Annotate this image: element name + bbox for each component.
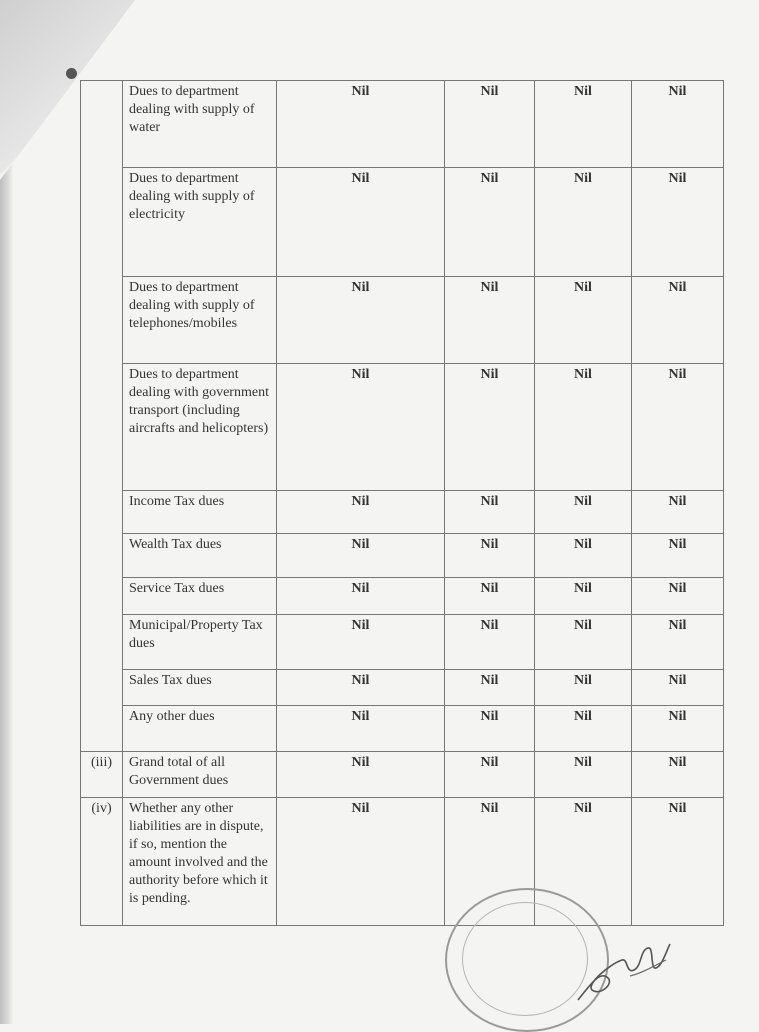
value-cell: Nil <box>632 798 724 926</box>
value-cell: Nil <box>277 364 445 491</box>
value-cell: Nil <box>445 277 535 364</box>
value-cell: Nil <box>632 81 724 168</box>
table-row <box>81 615 724 670</box>
value-cell: Nil <box>535 615 632 670</box>
handwritten-signature-icon <box>570 930 680 1010</box>
row-index <box>81 81 123 752</box>
value-cell: Nil <box>632 168 724 277</box>
value-cell: Nil <box>535 752 632 798</box>
staple-pin-icon <box>66 68 77 79</box>
row-description: Dues to department dealing with supply of electricity <box>123 168 277 277</box>
row-description: Any other dues <box>123 706 277 752</box>
row-description: Grand total of all Government dues <box>123 752 277 798</box>
value-cell: Nil <box>445 81 535 168</box>
value-cell: Nil <box>277 491 445 534</box>
value-cell: Nil <box>535 491 632 534</box>
value-cell: Nil <box>535 670 632 706</box>
table-row <box>81 491 724 534</box>
value-cell: Nil <box>277 534 445 578</box>
value-cell: Nil <box>535 364 632 491</box>
table-row <box>81 670 724 706</box>
value-cell: Nil <box>445 670 535 706</box>
row-description: Municipal/Property Tax dues <box>123 615 277 670</box>
value-cell: Nil <box>445 168 535 277</box>
table-row <box>81 752 724 798</box>
value-cell: Nil <box>445 752 535 798</box>
value-cell: Nil <box>445 491 535 534</box>
value-cell: Nil <box>277 798 445 926</box>
row-description: Dues to department dealing with government transport (including aircrafts and helicopters) <box>123 364 277 491</box>
row-description: Wealth Tax dues <box>123 534 277 578</box>
value-cell: Nil <box>535 168 632 277</box>
value-cell: Nil <box>632 578 724 615</box>
value-cell: Nil <box>277 277 445 364</box>
value-cell: Nil <box>445 615 535 670</box>
table-row <box>81 277 724 364</box>
value-cell: Nil <box>632 706 724 752</box>
government-dues-table <box>80 80 724 926</box>
value-cell: Nil <box>632 670 724 706</box>
value-cell: Nil <box>445 706 535 752</box>
row-description: Income Tax dues <box>123 491 277 534</box>
value-cell: Nil <box>277 81 445 168</box>
value-cell: Nil <box>632 752 724 798</box>
table-row <box>81 364 724 491</box>
row-description: Sales Tax dues <box>123 670 277 706</box>
row-description: Service Tax dues <box>123 578 277 615</box>
value-cell: Nil <box>535 534 632 578</box>
row-description: Whether any other liabilities are in dispute, if so, mention the amount involved and the authority before which it is pending. <box>123 798 277 926</box>
value-cell: Nil <box>277 752 445 798</box>
table-row <box>81 168 724 277</box>
value-cell: Nil <box>445 798 535 926</box>
value-cell: Nil <box>277 615 445 670</box>
value-cell: Nil <box>277 706 445 752</box>
value-cell: Nil <box>632 534 724 578</box>
value-cell: Nil <box>445 534 535 578</box>
table-row <box>81 578 724 615</box>
row-index: (iii) <box>81 752 123 798</box>
row-description: Dues to department dealing with supply of water <box>123 81 277 168</box>
value-cell: Nil <box>445 578 535 615</box>
value-cell: Nil <box>535 706 632 752</box>
value-cell: Nil <box>535 277 632 364</box>
value-cell: Nil <box>445 364 535 491</box>
table-row <box>81 798 724 926</box>
value-cell: Nil <box>535 81 632 168</box>
table-row <box>81 706 724 752</box>
dues-table-body <box>81 81 724 926</box>
table-row <box>81 81 724 168</box>
row-description: Dues to department dealing with supply of telephones/mobiles <box>123 277 277 364</box>
value-cell: Nil <box>277 578 445 615</box>
table-row <box>81 534 724 578</box>
value-cell: Nil <box>535 578 632 615</box>
value-cell: Nil <box>277 168 445 277</box>
row-index: (iv) <box>81 798 123 926</box>
value-cell: Nil <box>632 364 724 491</box>
value-cell: Nil <box>632 277 724 364</box>
value-cell: Nil <box>632 615 724 670</box>
value-cell: Nil <box>632 491 724 534</box>
value-cell: Nil <box>277 670 445 706</box>
value-cell: Nil <box>535 798 632 926</box>
